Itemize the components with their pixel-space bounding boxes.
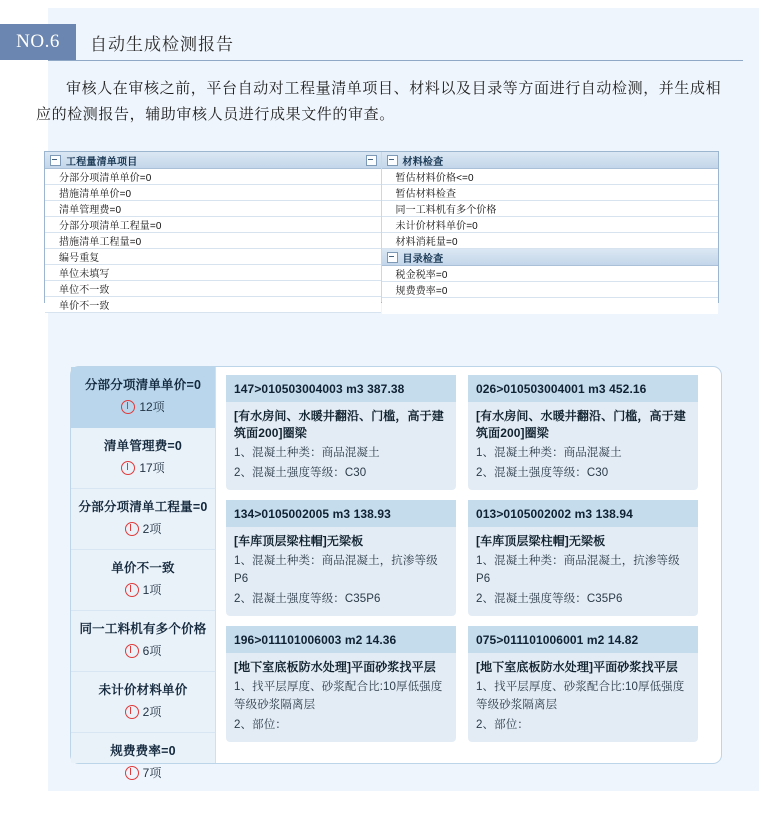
result-card-line: 2、混凝土强度等级：C30	[234, 467, 367, 479]
results-sidebar-item[interactable]	[71, 367, 215, 428]
collapse-icon[interactable]	[387, 155, 398, 166]
result-card-header: 075>011101006001 m2 14.82	[468, 626, 698, 653]
results-sidebar-item-title: 单价不一致	[111, 561, 175, 575]
warning-icon	[125, 522, 139, 536]
results-sidebar-item-count-label: 6项	[142, 644, 162, 658]
results-sidebar-item[interactable]	[71, 672, 215, 733]
checklist-item[interactable]	[382, 201, 719, 217]
checklist-item[interactable]	[45, 169, 381, 185]
collapse-icon[interactable]	[50, 155, 61, 166]
checklist-item[interactable]	[382, 266, 719, 282]
checklist-item[interactable]	[382, 185, 719, 201]
result-card-body	[226, 527, 456, 616]
checklist-item[interactable]	[45, 297, 381, 313]
result-card-body	[226, 402, 456, 490]
checklist-panel	[44, 151, 719, 312]
checklist-item-label: 未计价材料单价=0	[395, 221, 478, 232]
result-card-line: 1、找平层厚度、砂浆配合比:10厚低强度等级砂浆隔离层	[476, 681, 685, 711]
checklist-item-label: 同一工料机有多个价格	[395, 205, 497, 216]
results-sidebar-item-count	[77, 459, 209, 476]
result-card[interactable]	[468, 375, 698, 490]
checklist-item[interactable]	[45, 281, 381, 297]
checklist-item[interactable]	[45, 249, 381, 265]
checklist-item[interactable]	[45, 217, 381, 233]
page-title: 自动生成检测报告	[90, 34, 234, 54]
checklist-group-label: 工程量清单项目	[66, 156, 138, 168]
result-card-line: 1、找平层厚度、砂浆配合比:10厚低强度等级砂浆隔离层	[234, 681, 443, 711]
checklist-item-label: 税金税率=0	[395, 270, 448, 281]
checklist-item[interactable]	[45, 201, 381, 217]
checklist-item-label: 暂估材料检查	[395, 189, 457, 200]
checklist-item[interactable]	[382, 169, 719, 185]
checklist-filler	[382, 298, 719, 314]
detection-results-panel	[70, 366, 722, 780]
checklist-item-label: 分部分项清单单价=0	[59, 173, 152, 184]
result-card[interactable]	[226, 500, 456, 616]
intro-paragraph: 审核人在审核之前，平台自动对工程量清单项目、材料以及目录等方面进行自动检测，并生成相应的检测报告，辅助审核人员进行成果文件的审查。	[36, 80, 722, 123]
results-sidebar-item-count-label: 17项	[139, 461, 165, 475]
result-card[interactable]	[226, 626, 456, 742]
result-card-title: [有水房间、水暖井翻沿、门槛，高于建筑面200]圈梁	[234, 409, 444, 440]
result-card[interactable]	[226, 375, 456, 490]
result-card-line: 1、混凝土种类：商品混凝土，抗渗等级P6	[476, 555, 680, 585]
checklist-item[interactable]	[45, 265, 381, 281]
result-card-title: [地下室底板防水处理]平面砂浆找平层	[476, 660, 678, 674]
results-sidebar-item[interactable]	[71, 428, 215, 489]
result-card-body	[468, 402, 698, 490]
results-sidebar-item[interactable]	[71, 733, 215, 793]
section-header	[0, 24, 740, 60]
warning-icon	[125, 583, 139, 597]
checklist-item-label: 措施清单工程量=0	[59, 237, 142, 248]
result-card-line: 1、混凝土种类：商品混凝土	[234, 447, 380, 459]
results-sidebar-item-count	[77, 520, 209, 537]
checklist-group-header-2[interactable]	[382, 249, 719, 266]
section-number-badge: NO.6	[0, 24, 76, 60]
result-card-line: 2、混凝土强度等级：C30	[476, 467, 609, 479]
collapse-icon-right[interactable]	[366, 155, 377, 166]
result-card-header: 013>0105002002 m3 138.94	[468, 500, 698, 527]
collapse-icon[interactable]	[387, 252, 398, 263]
checklist-item-label: 编号重复	[59, 253, 100, 264]
result-card-line: 1、混凝土种类：商品混凝土，抗渗等级P6	[234, 555, 438, 585]
checklist-item[interactable]	[382, 233, 719, 249]
results-sidebar-item-title: 清单管理费=0	[103, 439, 183, 453]
checklist-group-header-1[interactable]	[382, 152, 719, 169]
checklist-item-label: 暂估材料价格<=0	[395, 173, 474, 184]
result-card[interactable]	[468, 500, 698, 616]
checklist-item-label: 清单管理费=0	[59, 205, 122, 216]
results-sidebar-item-title: 分部分项清单工程量=0	[78, 500, 208, 514]
checklist-item-label: 单位未填写	[59, 269, 110, 280]
result-card-header: 134>0105002005 m3 138.93	[226, 500, 456, 527]
warning-icon	[121, 400, 135, 414]
warning-icon	[125, 766, 139, 780]
checklist-item-label: 规费费率=0	[395, 286, 448, 297]
checklist-item[interactable]	[382, 282, 719, 298]
results-sidebar-item[interactable]	[71, 489, 215, 550]
checklist-group-header-0[interactable]	[45, 152, 381, 169]
result-card-line: 2、部位：	[234, 719, 287, 731]
header-divider	[48, 60, 743, 61]
result-card-line: 2、混凝土强度等级：C35P6	[476, 593, 623, 605]
result-card-body	[468, 527, 698, 616]
checklist-item-label: 措施清单单价=0	[59, 189, 132, 200]
result-card-body	[468, 653, 698, 742]
results-sidebar-item[interactable]	[71, 550, 215, 611]
result-card-title: [有水房间、水暖井翻沿、门槛，高于建筑面200]圈梁	[476, 409, 686, 440]
results-sidebar-item-count-label: 2项	[142, 522, 162, 536]
results-sidebar-item-count	[77, 642, 209, 659]
result-card-body	[226, 653, 456, 742]
result-card-title: [地下室底板防水处理]平面砂浆找平层	[234, 660, 436, 674]
checklist-column-left	[45, 152, 382, 312]
results-sidebar-item-count	[77, 703, 209, 720]
results-sidebar	[71, 367, 216, 780]
result-card-header: 147>010503004003 m3 387.38	[226, 375, 456, 402]
results-sidebar-item-count	[77, 581, 209, 598]
checklist-column-right	[382, 152, 719, 302]
results-sidebar-item-count-label: 7项	[142, 766, 162, 780]
result-card[interactable]	[468, 626, 698, 742]
results-sidebar-item-title: 规费费率=0	[110, 744, 176, 758]
checklist-item[interactable]	[45, 233, 381, 249]
checklist-group-label: 材料检查	[402, 156, 444, 168]
checklist-item-label: 分部分项清单工程量=0	[59, 221, 162, 232]
warning-icon	[121, 461, 135, 475]
results-sidebar-item-title: 同一工料机有多个价格	[79, 622, 207, 636]
checklist-item-label: 单价不一致	[59, 301, 110, 312]
checklist-item-label: 单位不一致	[59, 285, 110, 296]
results-sidebar-item-count-label: 2项	[142, 705, 162, 719]
warning-icon	[125, 705, 139, 719]
result-card-line: 2、混凝土强度等级：C35P6	[234, 593, 381, 605]
results-sidebar-item[interactable]	[71, 611, 215, 672]
results-sidebar-item-title: 分部分项清单单价=0	[84, 378, 202, 392]
warning-icon	[125, 644, 139, 658]
result-card-title: [车库顶层梁柱帽]无梁板	[476, 534, 606, 548]
results-sidebar-item-title: 未计价材料单价	[98, 683, 188, 697]
result-card-line: 1、混凝土种类：商品混凝土	[476, 447, 622, 459]
results-sidebar-item-count-label: 12项	[139, 400, 165, 414]
result-card-header: 026>010503004001 m3 452.16	[468, 375, 698, 402]
result-card-title: [车库顶层梁柱帽]无梁板	[234, 534, 364, 548]
results-sidebar-item-count	[77, 764, 209, 781]
results-sidebar-item-count	[77, 398, 209, 415]
checklist-group-label: 目录检查	[402, 253, 444, 265]
result-card-line: 2、部位：	[476, 719, 529, 731]
results-card-grid	[216, 367, 721, 763]
checklist-item[interactable]	[382, 217, 719, 233]
checklist-item-label: 材料消耗量=0	[395, 237, 458, 248]
checklist-item[interactable]	[45, 185, 381, 201]
result-card-header: 196>011101006003 m2 14.36	[226, 626, 456, 653]
results-sidebar-item-count-label: 1项	[142, 583, 162, 597]
